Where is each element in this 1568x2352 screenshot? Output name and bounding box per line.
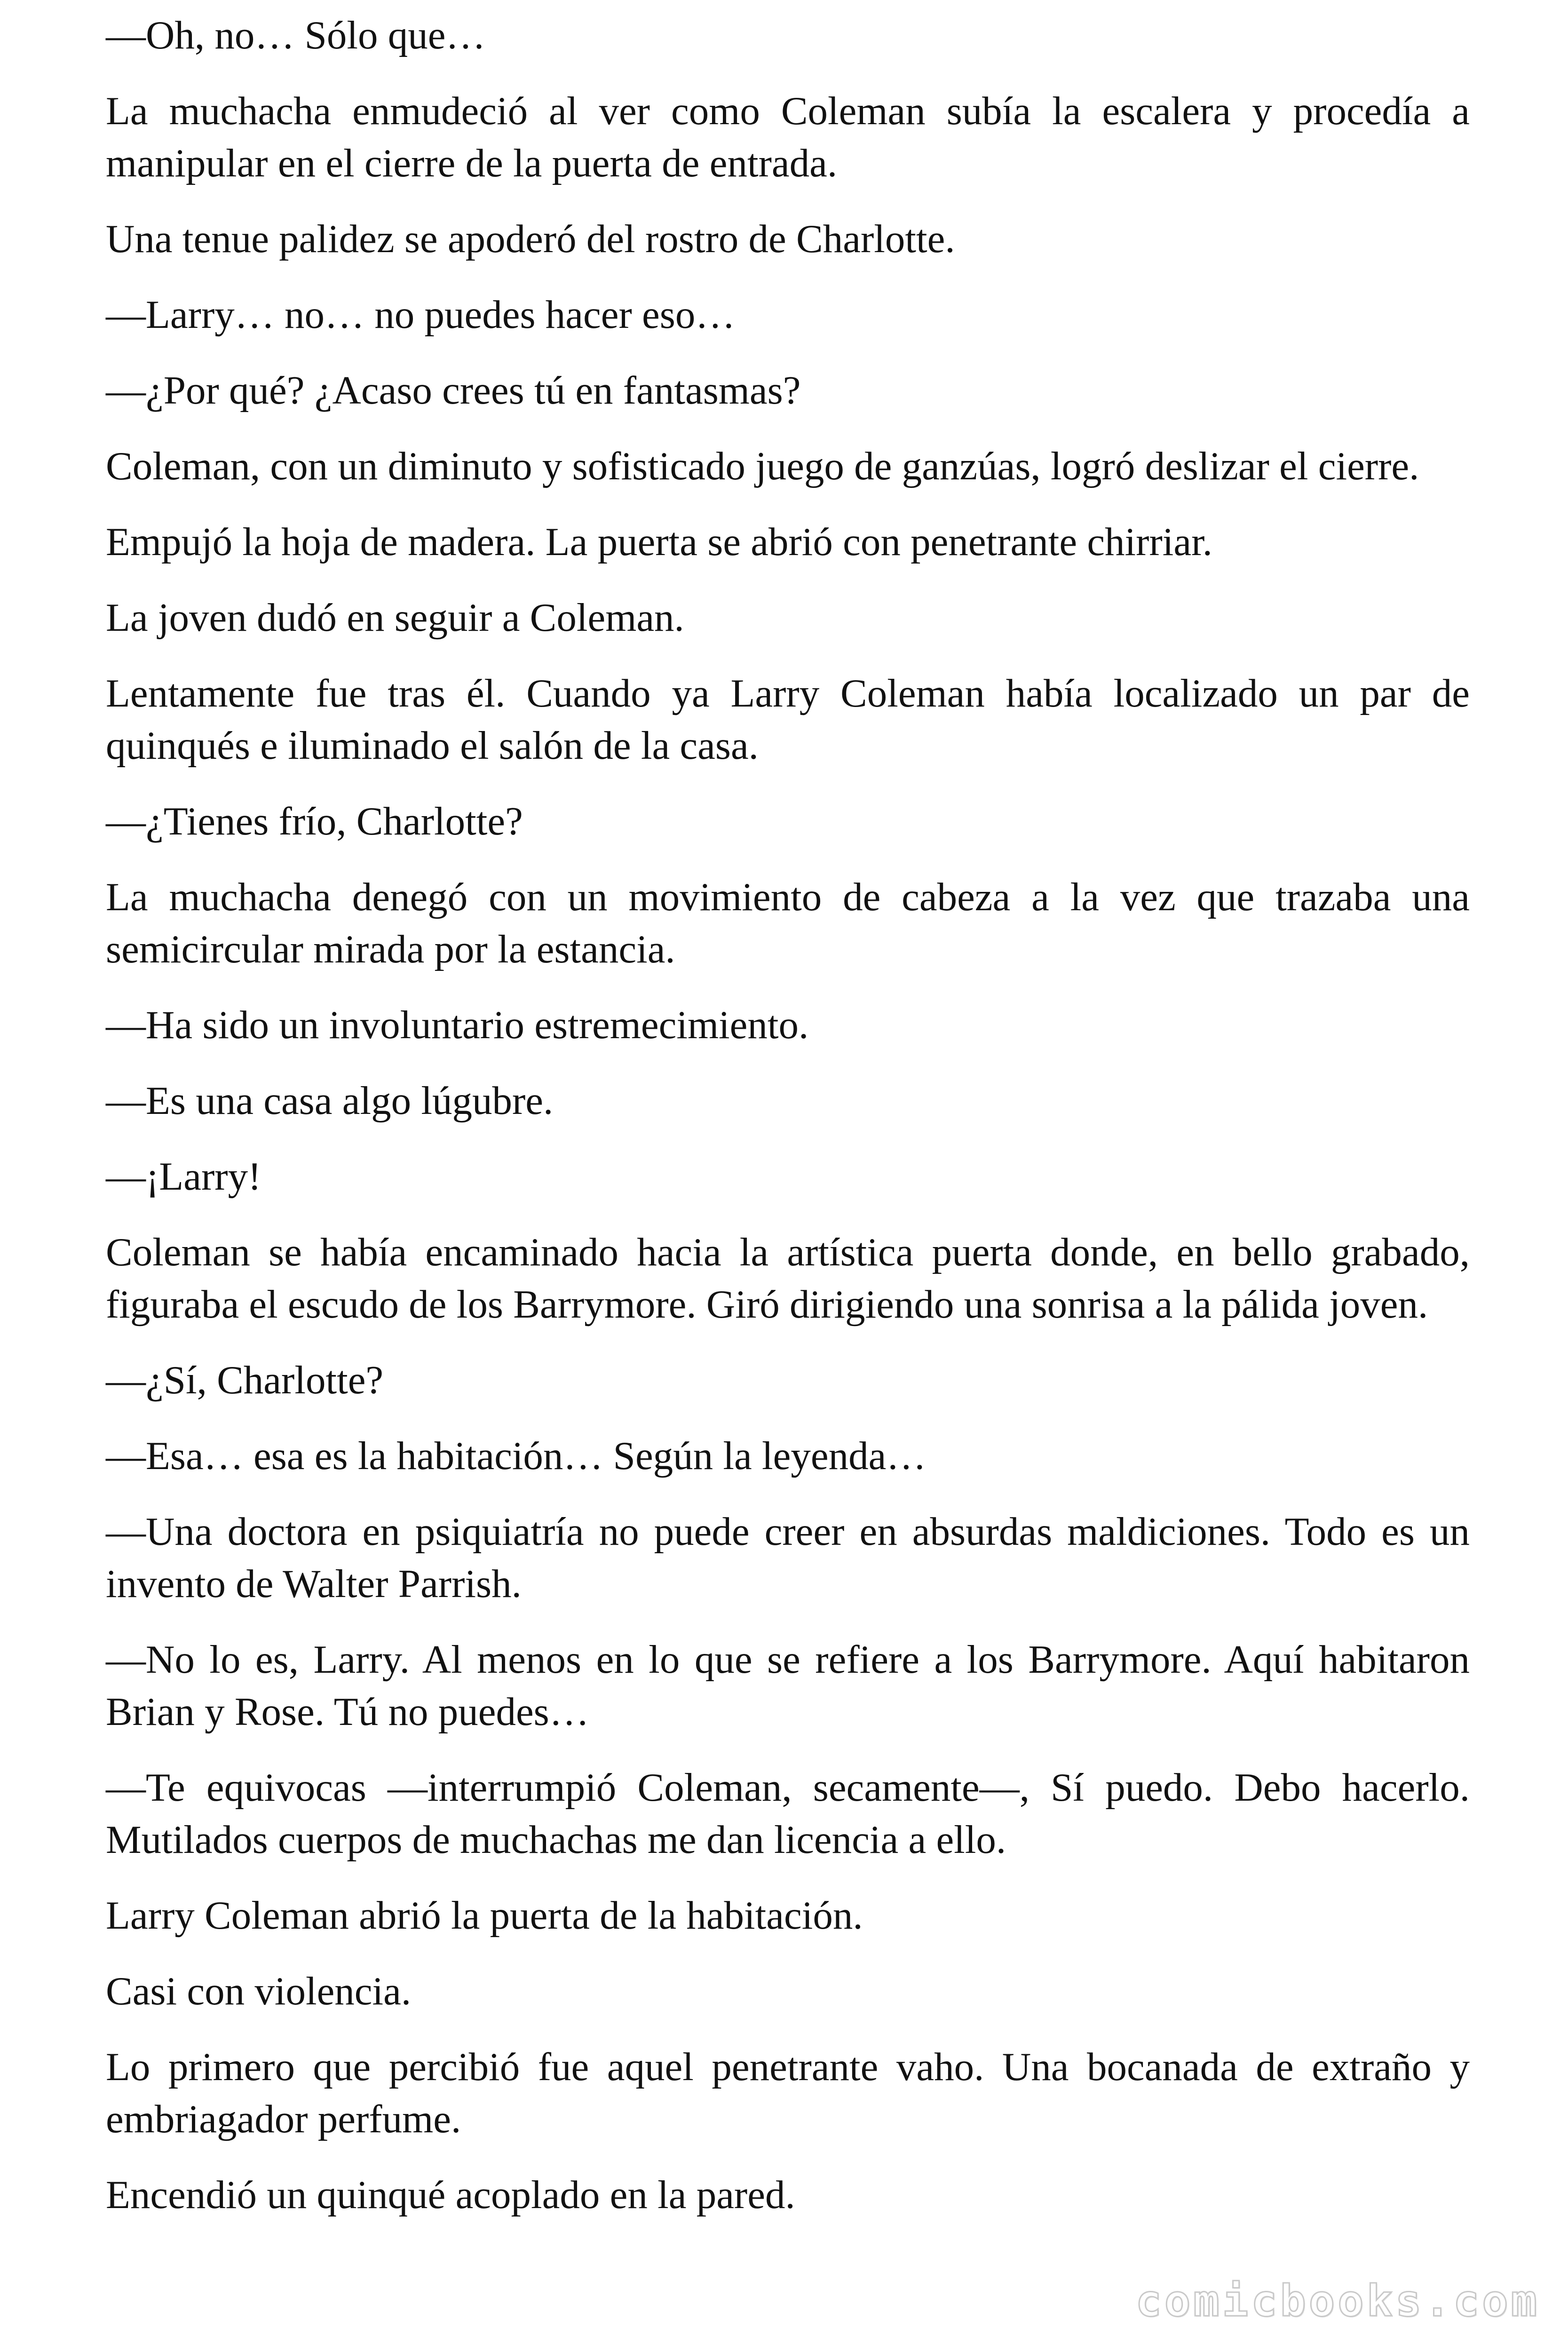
paragraph: Lo primero que percibió fue aquel penetrante vaho. Una bocanada de extraño y embriagador perfume. xyxy=(106,2045,1470,2141)
paragraph: —Larry… no… no puedes hacer eso… xyxy=(106,293,736,337)
paragraph: —¿Tienes frío, Charlotte? xyxy=(106,799,523,843)
document-body xyxy=(106,0,1470,2245)
paragraph: —Oh, no… Sólo que… xyxy=(106,13,486,57)
paragraph: Lentamente fue tras él. Cuando ya Larry Coleman había localizado un par de quinqués e iluminado el salón de la casa. xyxy=(106,671,1470,768)
paragraph: La muchacha denegó con un movimiento de cabeza a la vez que trazaba una semicircular mirada por la estancia. xyxy=(106,875,1470,971)
paragraph: —¿Sí, Charlotte? xyxy=(106,1358,384,1402)
paragraph: —Esa… esa es la habitación… Según la leyenda… xyxy=(106,1434,927,1478)
paragraph: Casi con violencia. xyxy=(106,1969,412,2013)
paragraph: Encendió un quinqué acoplado en la pared. xyxy=(106,2173,795,2217)
paragraph: La muchacha enmudeció al ver como Coleman subía la escalera y procedía a manipular en el cierre de la puerta de entrada. xyxy=(106,89,1470,185)
watermark: comicbooks.com xyxy=(1135,2276,1540,2326)
paragraph: —No lo es, Larry. Al menos en lo que se refiere a los Barrymore. Aquí habitaron Brian y Rose. Tú no puedes… xyxy=(106,1637,1470,1734)
paragraph: —Una doctora en psiquiatría no puede creer en absurdas maldiciones. Todo es un invento de Walter Parrish. xyxy=(106,1510,1470,1606)
paragraph: La joven dudó en seguir a Coleman. xyxy=(106,596,684,640)
paragraph: —Te equivocas —interrumpió Coleman, secamente—, Sí puedo. Debo hacerlo. Mutilados cuerpos de muchachas me dan licencia a ello. xyxy=(106,1765,1470,1862)
paragraph: —¡Larry! xyxy=(106,1154,261,1199)
paragraph: —Ha sido un involuntario estremecimiento. xyxy=(106,1003,809,1047)
paragraph: Coleman se había encaminado hacia la artística puerta donde, en bello grabado, figuraba el escudo de los Barrymore. Giró dirigiendo una sonrisa a la pálida joven. xyxy=(106,1230,1470,1327)
paragraph: Una tenue palidez se apoderó del rostro de Charlotte. xyxy=(106,217,955,261)
paragraph: Empujó la hoja de madera. La puerta se abrió con penetrante chirriar. xyxy=(106,520,1212,564)
paragraph: —Es una casa algo lúgubre. xyxy=(106,1079,554,1123)
paragraph: —¿Por qué? ¿Acaso crees tú en fantasmas? xyxy=(106,368,801,413)
paragraph: Coleman, con un diminuto y sofisticado juego de ganzúas, logró deslizar el cierre. xyxy=(106,444,1419,488)
paragraph: Larry Coleman abrió la puerta de la habitación. xyxy=(106,1893,863,1938)
